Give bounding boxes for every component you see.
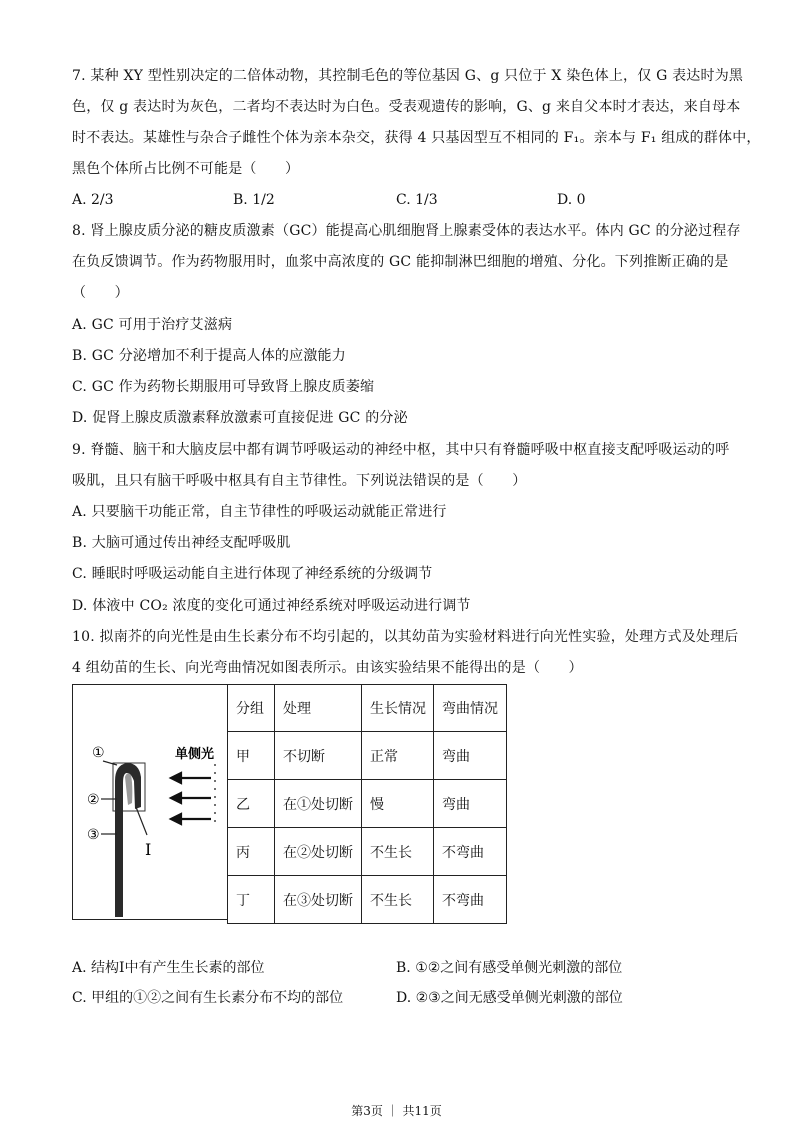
table-header-row <box>228 685 507 732</box>
table-header: 弯曲情况 <box>434 685 507 732</box>
q9-option-b: B. 大脑可通过传出神经支配呼吸肌 <box>72 535 291 551</box>
table-row <box>228 828 507 876</box>
seedling-figure <box>72 684 227 920</box>
marker-1-label: ① <box>92 745 105 761</box>
light-arrows <box>171 773 211 824</box>
q10-line-1: 10. 拟南芥的向光性是由生长素分布不均引起的，以其幼苗为实验材料进行向光性实验，处理方式及处理后 <box>72 629 739 645</box>
light-arrowhead-2 <box>171 793 181 803</box>
table-cell: 不生长 <box>362 828 434 876</box>
table-cell: 在③处切断 <box>275 876 362 924</box>
light-arrowhead-3 <box>171 814 181 824</box>
light-source-dots <box>214 764 216 822</box>
q7-line-1: 7. 某种 XY 型性别决定的二倍体动物，其控制毛色的等位基因 G、g 只位于 X 染色体上，仅 G 表达时为黑 <box>72 68 744 84</box>
table-cell: 不弯曲 <box>434 828 507 876</box>
table-cell: 不切断 <box>275 732 362 780</box>
q9-line-1: 9. 脊髓、脑干和大脑皮层中都有调节呼吸运动的神经中枢，其中只有脊髓呼吸中枢直接支配呼吸运动的呼 <box>72 442 730 458</box>
table-row <box>228 876 507 924</box>
q7-line-2: 色，仅 g 表达时为灰色，二者均不表达时为白色。受表观遗传的影响，G、g 来自父本时才表达，来自母本 <box>72 99 741 115</box>
q8-option-b: B. GC 分泌增加不利于提高人体的应激能力 <box>72 348 346 364</box>
q7-option-a: A. 2/3 <box>72 192 114 208</box>
table-cell: 不生长 <box>362 876 434 924</box>
table-cell: 甲 <box>228 732 275 780</box>
q10-line-2: 4 组幼苗的生长、向光弯曲情况如图表所示。由该实验结果不能得出的是（ ） <box>72 660 583 676</box>
table-cell: 不弯曲 <box>434 876 507 924</box>
table-cell: 正常 <box>362 732 434 780</box>
q8-line-1: 8. 肾上腺皮质分泌的糖皮质激素（GC）能提高心肌细胞肾上腺素受体的表达水平。体内 GC 的分泌过程存 <box>72 223 741 239</box>
q10-option-a: A. 结构I中有产生生长素的部位 <box>72 960 265 976</box>
table-row <box>228 780 507 828</box>
q8-line-3: （ ） <box>72 285 129 301</box>
q8-line-2: 在负反馈调节。作为药物服用时，血浆中高浓度的 GC 能抑制淋巴细胞的增殖、分化。下列推断正确的是 <box>72 254 729 270</box>
q7-line-4: 黑色个体所占比例不可能是（ ） <box>72 161 300 177</box>
q7-option-d: D. 0 <box>557 192 586 208</box>
table-cell: 丙 <box>228 828 275 876</box>
q7-option-c: C. 1/3 <box>396 192 438 208</box>
table-cell: 乙 <box>228 780 275 828</box>
q10-option-d: D. ②③之间无感受单侧光刺激的部位 <box>396 990 623 1006</box>
q8-option-c: C. GC 作为药物长期服用可导致肾上腺皮质萎缩 <box>72 379 375 395</box>
q9-option-c: C. 睡眠时呼吸运动能自主进行体现了神经系统的分级调节 <box>72 566 433 582</box>
q10-option-b: B. ①②之间有感受单侧光刺激的部位 <box>396 960 623 976</box>
structure-i-label: I <box>145 840 152 859</box>
q8-option-a: A. GC 可用于治疗艾滋病 <box>72 317 233 333</box>
seedling-tip-core <box>125 773 132 805</box>
marker-2-label: ② <box>87 792 100 808</box>
table-header: 处理 <box>275 685 362 732</box>
table-cell: 弯曲 <box>434 780 507 828</box>
table-header: 生长情况 <box>362 685 434 732</box>
table-cell: 弯曲 <box>434 732 507 780</box>
q9-option-d: D. 体液中 CO₂ 浓度的变化可通过神经系统对呼吸运动进行调节 <box>72 598 471 614</box>
q7-line-3: 时不表达。某雄性与杂合子雌性个体为亲本杂交，获得 4 只基因型互不相同的 F₁。亲本与 F₁ 组成的群体中， <box>72 130 761 146</box>
experiment-table <box>227 684 507 924</box>
q7-option-b: B. 1/2 <box>233 192 275 208</box>
page-footer: 第3页 ｜ 共11页 <box>351 1104 442 1118</box>
q9-line-2: 吸肌，且只有脑干呼吸中枢具有自主节律性。下列说法错误的是（ ） <box>72 473 527 489</box>
light-arrowhead-1 <box>171 773 181 783</box>
table-cell: 丁 <box>228 876 275 924</box>
q9-option-a: A. 只要脑干功能正常，自主节律性的呼吸运动就能正常进行 <box>72 504 447 520</box>
seedling-diagram <box>73 685 228 921</box>
q8-option-d: D. 促肾上腺皮质激素释放激素可直接促进 GC 的分泌 <box>72 410 408 426</box>
table-cell: 在②处切断 <box>275 828 362 876</box>
marker-3-label: ③ <box>87 827 100 843</box>
table-cell: 慢 <box>362 780 434 828</box>
q10-option-c: C. 甲组的①②之间有生长素分布不均的部位 <box>72 990 344 1006</box>
table-row <box>228 732 507 780</box>
table-cell: 在①处切断 <box>275 780 362 828</box>
table-header: 分组 <box>228 685 275 732</box>
light-label: 单侧光 <box>175 747 215 762</box>
